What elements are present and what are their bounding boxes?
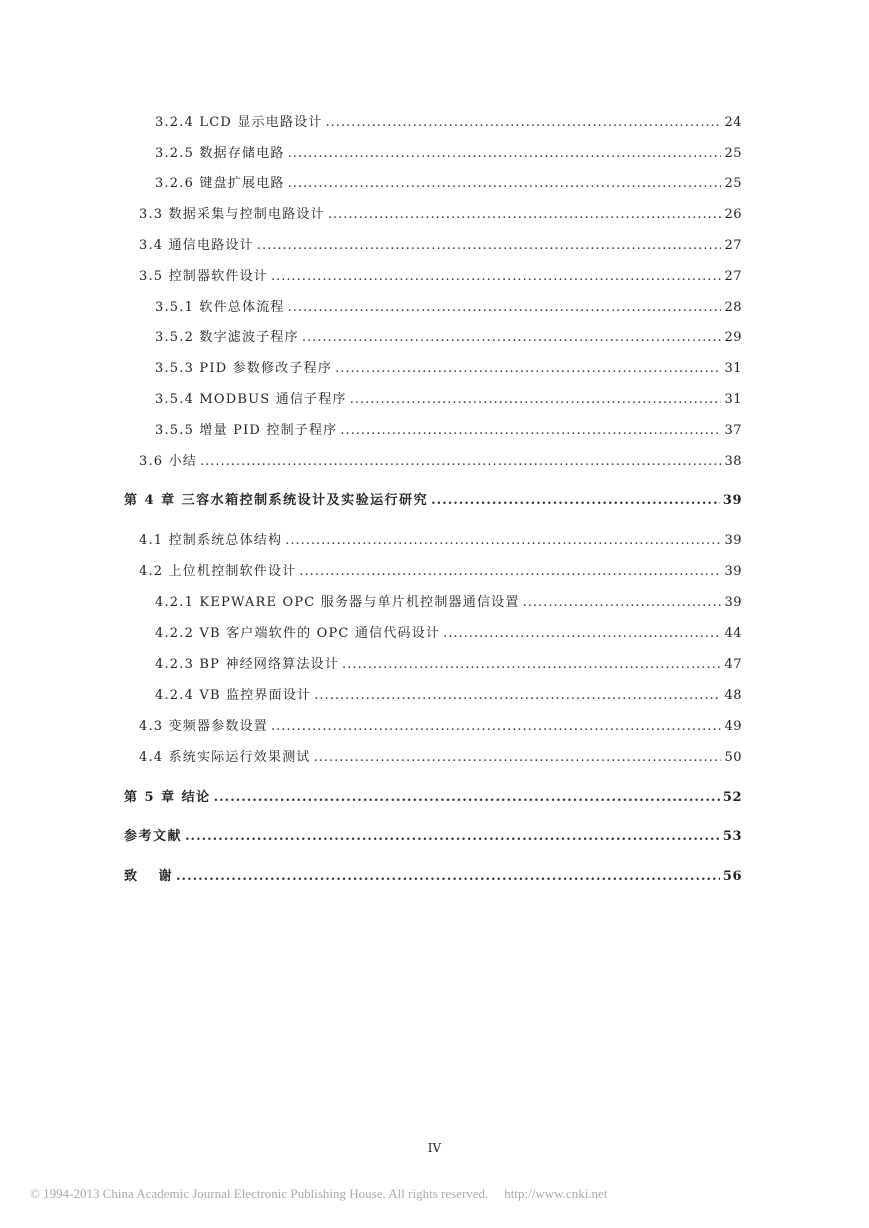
toc-entry-acknowledgements[interactable] bbox=[124, 865, 742, 884]
leader-dots bbox=[299, 564, 721, 579]
toc-entry-page: 26 bbox=[724, 207, 742, 222]
leader-dots bbox=[523, 595, 722, 610]
leader-dots bbox=[314, 688, 721, 703]
toc-entry-title: 4.2.4 VB 监控界面设计 bbox=[155, 688, 312, 703]
leader-dots bbox=[350, 392, 722, 407]
toc-entry-4-3[interactable] bbox=[139, 715, 742, 734]
toc-entry-3-5-2[interactable] bbox=[155, 326, 742, 345]
toc-entry-3-5-4[interactable] bbox=[155, 388, 742, 407]
leader-dots bbox=[443, 626, 721, 641]
toc-entry-title: 4.2.2 VB 客户端软件的 OPC 通信代码设计 bbox=[155, 626, 441, 641]
toc-entry-3-2-4[interactable] bbox=[155, 111, 742, 130]
toc-entry-page: 27 bbox=[724, 269, 742, 284]
leader-dots bbox=[214, 790, 720, 805]
toc-entry-title: 4.1 控制系统总体结构 bbox=[139, 533, 283, 548]
toc-entry-page: 27 bbox=[724, 238, 742, 253]
leader-dots bbox=[271, 719, 721, 734]
toc-entry-chapter-5[interactable] bbox=[124, 786, 742, 805]
toc-entry-page: 48 bbox=[724, 688, 742, 703]
toc-entry-page: 52 bbox=[722, 790, 742, 805]
copyright-footer bbox=[30, 1186, 850, 1202]
toc-entry-page: 56 bbox=[722, 869, 742, 884]
leader-dots bbox=[302, 330, 722, 345]
toc-entry-page: 47 bbox=[724, 657, 742, 672]
toc-entry-title: 3.5.3 PID 参数修改子程序 bbox=[155, 361, 333, 376]
toc-entry-3-5-3[interactable] bbox=[155, 357, 742, 376]
leader-dots bbox=[288, 176, 722, 191]
toc-entry-3-5-5[interactable] bbox=[155, 419, 742, 438]
toc-entry-title: 4.4 系统实际运行效果测试 bbox=[139, 750, 311, 765]
toc-entry-page: 49 bbox=[724, 719, 742, 734]
leader-dots bbox=[288, 146, 722, 161]
toc-entry-title: 3.3 数据采集与控制电路设计 bbox=[139, 207, 325, 222]
toc-entry-3-2-5[interactable] bbox=[155, 142, 742, 161]
toc-entry-page: 29 bbox=[724, 330, 742, 345]
toc-entry-title: 第 5 章 结论 bbox=[124, 790, 211, 805]
toc-entry-4-2-4[interactable] bbox=[155, 684, 742, 703]
toc-entry-title: 4.3 变频器参数设置 bbox=[139, 719, 269, 734]
toc-entry-title: 3.4 通信电路设计 bbox=[139, 238, 254, 253]
toc-entry-page: 24 bbox=[724, 115, 742, 130]
leader-dots bbox=[200, 454, 721, 469]
toc-entry-title: 3.5.4 MODBUS 通信子程序 bbox=[155, 392, 347, 407]
toc-entry-4-2[interactable] bbox=[139, 560, 742, 579]
toc-entry-title: 3.5 控制器软件设计 bbox=[139, 269, 269, 284]
toc-entry-4-2-2[interactable] bbox=[155, 622, 742, 641]
toc-entry-3-4[interactable] bbox=[139, 234, 742, 253]
toc-entry-title: 3.6 小结 bbox=[139, 454, 198, 469]
leader-dots bbox=[314, 750, 722, 765]
toc-entry-chapter-4[interactable] bbox=[124, 489, 742, 508]
footer-url: http://www.cnki.net bbox=[504, 1186, 608, 1201]
toc-entry-page: 25 bbox=[724, 176, 742, 191]
leader-dots bbox=[176, 869, 720, 884]
leader-dots bbox=[431, 493, 720, 508]
leader-dots bbox=[326, 115, 722, 130]
toc-entry-title: 致 谢 bbox=[124, 869, 174, 884]
toc-entry-3-3[interactable] bbox=[139, 203, 742, 222]
toc-entry-4-4[interactable] bbox=[139, 746, 742, 765]
leader-dots bbox=[257, 238, 722, 253]
toc-entry-title: 3.2.6 键盘扩展电路 bbox=[155, 176, 285, 191]
toc-entry-page: 31 bbox=[724, 392, 742, 407]
toc-entry-3-5[interactable] bbox=[139, 265, 742, 284]
toc-entry-references[interactable] bbox=[124, 825, 742, 844]
leader-dots bbox=[342, 657, 721, 672]
toc-entry-page: 31 bbox=[724, 361, 742, 376]
toc-entry-page: 53 bbox=[722, 829, 742, 844]
toc-entry-3-2-6[interactable] bbox=[155, 172, 742, 191]
copyright-text: © 1994-2013 China Academic Journal Electronic Publishing House. All rights reserved. bbox=[30, 1186, 489, 1201]
toc-entry-page: 39 bbox=[724, 595, 742, 610]
toc-entry-title: 3.5.2 数字滤波子程序 bbox=[155, 330, 299, 345]
toc-entry-title: 参考文献 bbox=[124, 829, 183, 844]
toc-entry-title: 3.5.5 增量 PID 控制子程序 bbox=[155, 423, 338, 438]
leader-dots bbox=[335, 361, 721, 376]
toc-entry-page: 50 bbox=[724, 750, 742, 765]
toc-entry-title: 3.5.1 软件总体流程 bbox=[155, 300, 285, 315]
toc-entry-title: 第 4 章 三容水箱控制系统设计及实验运行研究 bbox=[124, 493, 429, 508]
toc-entry-title: 4.2.1 KEPWARE OPC 服务器与单片机控制器通信设置 bbox=[155, 595, 520, 610]
toc-entry-page: 39 bbox=[722, 493, 742, 508]
toc-entry-page: 37 bbox=[724, 423, 742, 438]
toc-entry-page: 25 bbox=[724, 146, 742, 161]
leader-dots bbox=[285, 533, 721, 548]
toc-entry-4-1[interactable] bbox=[139, 529, 742, 548]
toc-entry-page: 38 bbox=[724, 454, 742, 469]
toc-entry-page: 28 bbox=[724, 300, 742, 315]
toc-entry-3-6[interactable] bbox=[139, 450, 742, 469]
leader-dots bbox=[328, 207, 722, 222]
toc-entry-title: 3.2.5 数据存储电路 bbox=[155, 146, 285, 161]
leader-dots bbox=[271, 269, 721, 284]
leader-dots bbox=[288, 300, 722, 315]
toc-entry-page: 39 bbox=[724, 564, 742, 579]
toc-entry-4-2-1[interactable] bbox=[155, 591, 742, 610]
leader-dots bbox=[185, 829, 720, 844]
page-number: IV bbox=[427, 1141, 442, 1155]
toc-entry-4-2-3[interactable] bbox=[155, 653, 742, 672]
toc-entry-page: 39 bbox=[724, 533, 742, 548]
toc-entry-title: 4.2 上位机控制软件设计 bbox=[139, 564, 297, 579]
toc-entry-page: 44 bbox=[724, 626, 742, 641]
toc-entry-3-5-1[interactable] bbox=[155, 296, 742, 315]
leader-dots bbox=[340, 423, 721, 438]
toc-entry-title: 4.2.3 BP 神经网络算法设计 bbox=[155, 657, 340, 672]
toc-entry-title: 3.2.4 LCD 显示电路设计 bbox=[155, 115, 323, 130]
